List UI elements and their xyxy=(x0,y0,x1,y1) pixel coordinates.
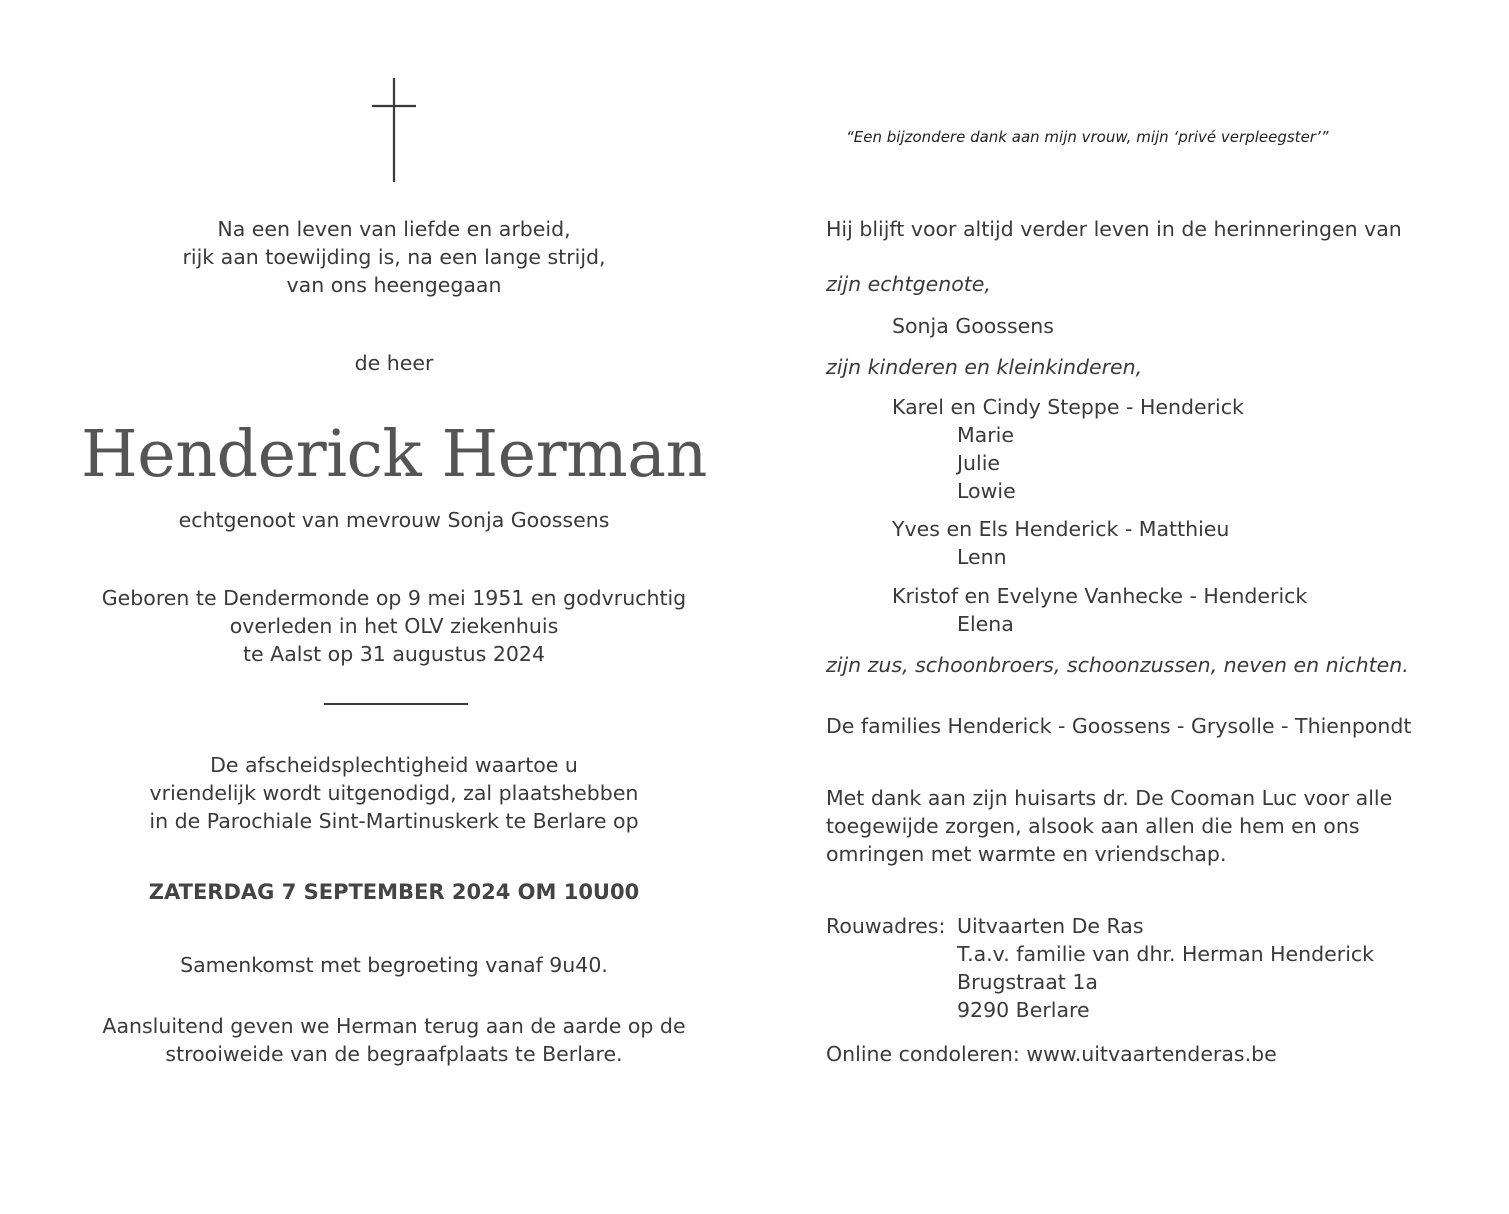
ceremony-text xyxy=(94,751,694,835)
address-line: Uitvaarten De Ras xyxy=(957,914,1144,938)
ceremony-line: vriendelijk wordt uitgenodigd, zal plaatshebben xyxy=(149,781,639,805)
wife-label: zijn echtgenote, xyxy=(826,272,991,296)
address-line: 9290 Berlare xyxy=(957,998,1090,1022)
grandchild: Julie xyxy=(957,451,1001,475)
thanks-line: omringen met warmte en vriendschap. xyxy=(826,842,1227,866)
birth-line: Geboren te Dendermonde op 9 mei 1951 en godvruchtig xyxy=(101,586,687,610)
family-parents: Yves en Els Henderick - Matthieu xyxy=(892,517,1230,541)
address-line: T.a.v. familie van dhr. Herman Henderick xyxy=(957,942,1375,966)
grandchild: Marie xyxy=(957,423,1014,447)
address-line: Brugstraat 1a xyxy=(957,970,1098,994)
latin-cross-icon xyxy=(370,78,418,182)
thanks-text xyxy=(826,784,1392,868)
family-parents: Karel en Cindy Steppe - Henderick xyxy=(892,395,1244,419)
birth-line: te Aalst op 31 augustus 2024 xyxy=(243,642,545,666)
honorific: de heer xyxy=(354,351,434,375)
spouse-line: echtgenoot van mevrouw Sonja Goossens xyxy=(178,508,610,532)
divider-line xyxy=(324,703,468,705)
gathering-text: Samenkomst met begroeting vanaf 9u40. xyxy=(180,953,608,977)
burial-text xyxy=(64,1012,724,1068)
deceased-name: Henderick Herman xyxy=(81,417,707,492)
ceremony-line: in de Parochiale Sint-Martinuskerk te Berlare op xyxy=(149,809,639,833)
intro-line: rijk aan toewijding is, na een lange strijd, xyxy=(182,245,606,269)
grandchild: Lenn xyxy=(957,545,1007,569)
intro-text xyxy=(94,215,694,299)
burial-line: strooiweide van de begraafplaats te Berlare. xyxy=(165,1042,623,1066)
memory-intro: Hij blijft voor altijd verder leven in de herinneringen van xyxy=(826,217,1402,241)
grandchild: Lowie xyxy=(957,479,1016,503)
quote: “Een bijzondere dank aan mijn vrouw, mijn ‘privé verpleegster’” xyxy=(846,128,1329,146)
online-condolences: Online condoleren: www.uitvaartenderas.be xyxy=(826,1042,1277,1066)
address-block xyxy=(957,912,1374,1024)
burial-line: Aansluitend geven we Herman terug aan de aarde op de xyxy=(102,1014,686,1038)
family-parents: Kristof en Evelyne Vanhecke - Henderick xyxy=(892,584,1308,608)
wife-name: Sonja Goossens xyxy=(892,314,1054,338)
ceremony-date: ZATERDAG 7 SEPTEMBER 2024 OM 10U00 xyxy=(148,880,640,904)
families-line: De families Henderick - Goossens - Grysolle - Thienpondt xyxy=(826,714,1412,738)
thanks-line: toegewijde zorgen, alsook aan allen die hem en ons xyxy=(826,814,1360,838)
intro-line: Na een leven van liefde en arbeid, xyxy=(217,217,571,241)
ceremony-line: De afscheidsplechtigheid waartoe u xyxy=(210,753,578,777)
siblings-line: zijn zus, schoonbroers, schoonzussen, neven en nichten. xyxy=(826,653,1409,677)
birth-line: overleden in het OLV ziekenhuis xyxy=(229,614,559,638)
grandchildren-list xyxy=(957,421,1016,505)
intro-line: van ons heengegaan xyxy=(286,273,502,297)
grandchild: Elena xyxy=(957,612,1014,636)
children-label: zijn kinderen en kleinkinderen, xyxy=(826,355,1143,379)
address-label: Rouwadres: xyxy=(826,914,946,938)
thanks-line: Met dank aan zijn huisarts dr. De Cooman Luc voor alle xyxy=(826,786,1393,810)
birth-death-text xyxy=(64,584,724,668)
